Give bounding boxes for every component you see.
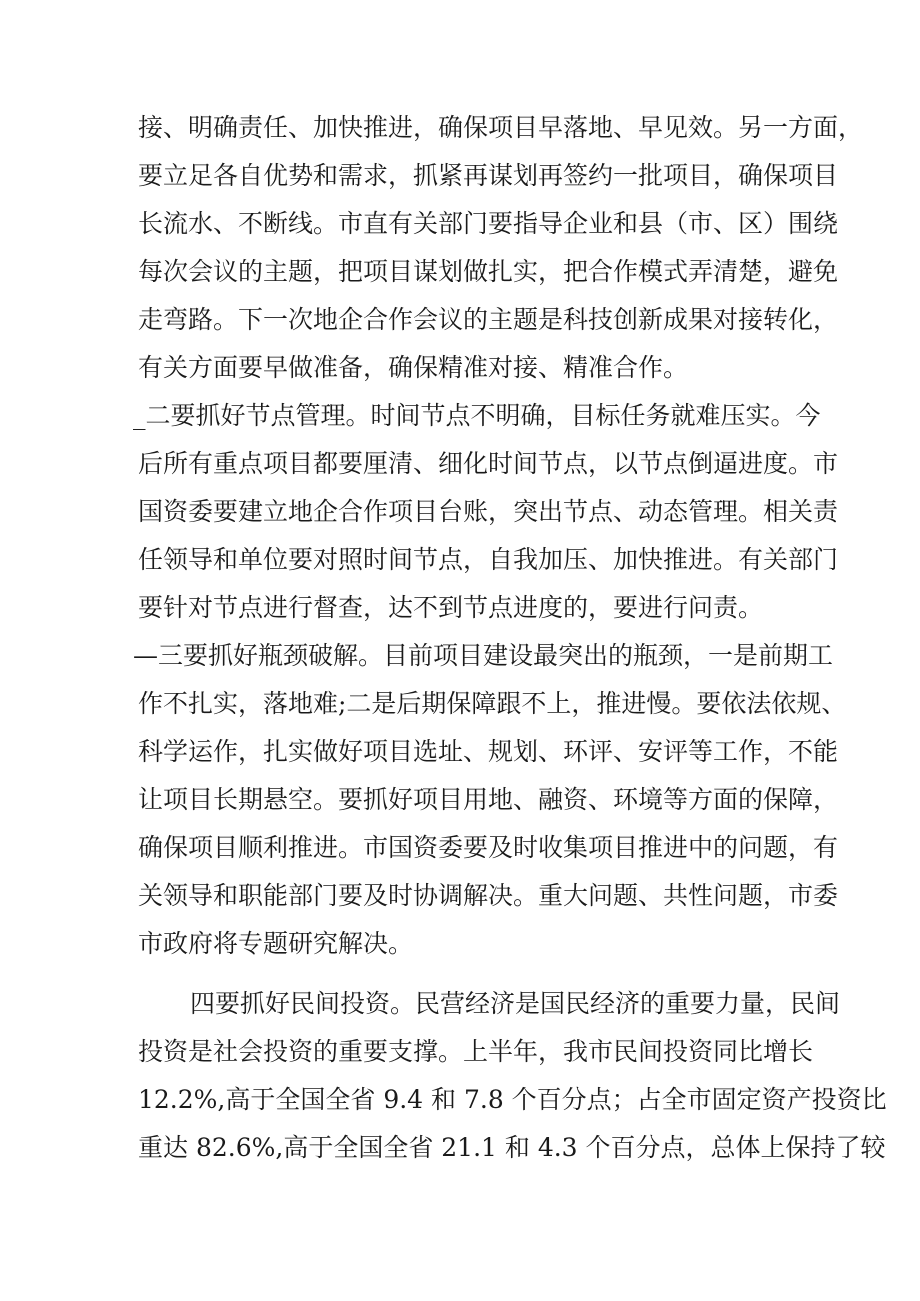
body-text <box>133 104 887 1172</box>
text-line: 要立足各自优势和需求，抓紧再谋划再签约一批项目，确保项目 <box>138 161 839 190</box>
paragraph-point-two <box>133 392 839 632</box>
text-line: 国资委要建立地企合作项目台账，突出节点、动态管理。相关责 <box>138 497 839 526</box>
text-line: 接、明确责任、加快推进，确保项目早落地、早见效。另一方面， <box>138 113 864 142</box>
text-line: 确保项目顺利推进。市国资委要及时收集项目推进中的问题，有 <box>138 833 839 862</box>
text-line: 后所有重点项目都要厘清、细化时间节点，以节点倒逼进度。市 <box>138 449 839 478</box>
text-line: 长流水、不断线。市直有关部门要指导企业和县（市、区）围绕 <box>138 209 839 238</box>
text-line: 作不扎实，落地难;二是后期保障跟不上，推进慢。要依法依规、 <box>138 689 847 718</box>
text-line: 重达 82.6%,高于全国全省 21.1 和 4.3 个百分点，总体上保持了较 <box>138 1133 886 1162</box>
paragraph-point-four <box>138 980 887 1172</box>
text-line: 科学运作，扎实做好项目选址、规划、环评、安评等工作，不能 <box>138 737 839 766</box>
text-line: 投资是社会投资的重要支撑。上半年，我市民间投资同比增长 <box>138 1037 814 1066</box>
text-line: 四要抓好民间投资。民营经济是国民经济的重要力量，民间 <box>190 989 841 1018</box>
text-line: 任领导和单位要对照时间节点，自我加压、加快推进。有关部门 <box>138 545 839 574</box>
text-line: _二要抓好节点管理。时间节点不明确，目标任务就难压实。今 <box>133 401 821 430</box>
text-line: 要针对节点进行督查，达不到节点进度的，要进行问责。 <box>138 593 764 622</box>
text-line: 每次会议的主题，把项目谋划做扎实，把合作模式弄清楚，避免 <box>138 257 839 286</box>
text-line: —三要抓好瓶颈破解。目前项目建设最突出的瓶颈，一是前期工 <box>133 641 834 670</box>
paragraph-point-three <box>133 632 847 968</box>
paragraph-continuation <box>138 104 864 392</box>
text-line: 有关方面要早做准备，确保精准对接、精准合作。 <box>138 353 689 382</box>
text-line: 让项目长期悬空。要抓好项目用地、融资、环境等方面的保障， <box>138 785 839 814</box>
text-line: 12.2%,高于全国全省 9.4 和 7.8 个百分点；占全市固定资产投资比 <box>138 1085 887 1114</box>
text-line: 关领导和职能部门要及时协调解决。重大问题、共性问题，市委 <box>138 881 839 910</box>
text-line: 市政府将专题研究解决。 <box>138 929 414 958</box>
text-line: 走弯路。下一次地企合作会议的主题是科技创新成果对接转化， <box>138 305 839 334</box>
